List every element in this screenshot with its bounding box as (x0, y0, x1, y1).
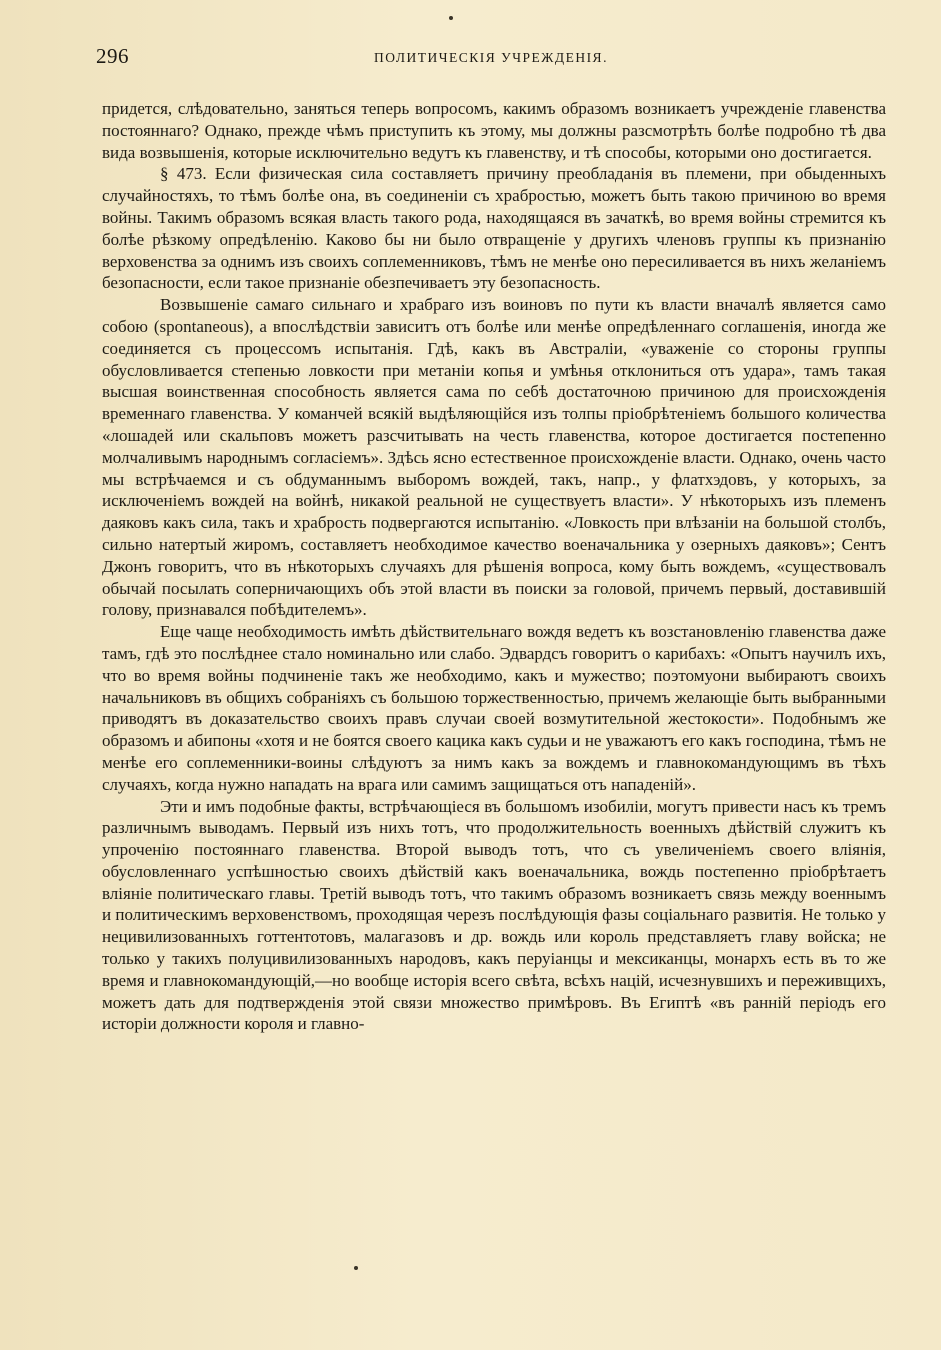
page-number: 296 (96, 44, 129, 68)
running-title: ПОЛИТИЧЕСКІЯ УЧРЕЖДЕНІЯ. (374, 50, 608, 65)
paragraph: Эти и имъ подобные факты, встрѣчающіеся въ большомъ изобиліи, могутъ привести насъ къ тремъ различнымъ выводамъ. Первый изъ нихъ тотъ, что продолжительность военныхъ дѣйствій служитъ къ упроченію постояннаго главенства. Второй выводъ тотъ, что съ увеличеніемъ своего вліянія, обусловленнаго успѣшностью своихъ дѣйствій какъ военачальника, вождь постепенно пріобрѣтаетъ вліяніе политическаго главы. Третій выводъ тотъ, что такимъ образомъ возникаетъ связь между военнымъ и политическимъ верховенствомъ, проходящая черезъ послѣдующія фазы соціальнаго развитія. Не только у нецивилизованныхъ готтентотовъ, малагазовъ и др. вождь или король представляетъ главу войска; не только у такихъ полуцивилизованныхъ народовъ, какъ перуіанцы и мексиканцы, монархъ есть въ то же время и главнокомандующій,—но вообще исторія всего свѣта, всѣхъ націй, исчезнувшихъ и переживщихъ, можетъ дать для подтвержденія этой связи множество примѣровъ. Въ Египтѣ «въ ранній періодъ его исторіи должности короля и главно- (102, 796, 886, 1034)
paragraph: Возвышеніе самаго сильнаго и храбраго изъ воиновъ по пути къ власти вначалѣ является само собою (spontaneous), а впослѣдствіи зависитъ отъ болѣе или менѣе опредѣленнаго соглашенія, иногда же соединяется съ процессомъ испытанія. Гдѣ, какъ въ Австраліи, «уваженіе со стороны группы обусловливается степенью ловкости при метаніи копья и умѣнья отклониться отъ удара», тамъ такая высшая воинственная способность является сама по себѣ достаточною причиною для происхожденія временнаго главенства. У команчей всякій выдѣляющійся изъ толпы пріобрѣтеніемъ большого количества «лошадей или скальповъ можетъ разсчитывать на честь главенства, которое достигается постепенно молчаливымъ народнымъ согласіемъ». Здѣсь ясно естественное происхожденіе власти. Однако, очень часто мы встрѣчаемся и съ обдуманнымъ выборомъ вождей, такъ, напр., у флатхэдовъ, у которыхъ, за исключеніемъ вождей на войнѣ, никакой реальной не существуетъ власти». У нѣкоторыхъ изъ племенъ даяковъ какъ сила, такъ и храбрость подвергаются испытанію. «Ловкость при влѣзаніи на большой столбъ, сильно натертый жиромъ, составляетъ необходимое качество военачальника у озерныхъ даяковъ»; Сентъ Джонъ говоритъ, что въ нѣкоторыхъ случаяхъ для рѣшенія вопроса, кому быть вождемъ, «существовалъ обычай посылать соперничающихъ объ этой власти въ поиски за головой, причемъ первый, доставившій голову, признавался побѣдителемъ». (102, 295, 886, 620)
body-text (102, 98, 886, 1035)
page-header (96, 44, 886, 74)
paragraph: Еще чаще необходимость имѣть дѣйствительнаго вождя ведетъ къ возстановленію главенства даже тамъ, гдѣ это послѣднее стало номинально или слабо. Эдвардсъ говоритъ о карибахъ: «Опытъ научилъ ихъ, что во время войны подчиненіе такъ же необходимо, какъ и мужество; поэтомуони выбираютъ своихъ начальниковъ въ общихъ собраніяхъ съ большою торжественностью, причемъ желающіе быть выбранными приводятъ въ доказательство своихъ правъ случаи своей возмутительной жестокости». Подобнымъ же образомъ и абипоны «хотя и не боятся своего кацика какъ судьи и не уважаютъ его какъ господина, тѣмъ не менѣе его соплеменники-воины слѣдуютъ за нимъ какъ за вождемъ и главнокомандующимъ въ тѣхъ случаяхъ, когда нужно нападать на врага или самимъ защищаться отъ нападеній». (102, 622, 886, 794)
page-speck-bottom (354, 1266, 358, 1270)
paragraph-continuation: придется, слѣдовательно, заняться теперь вопросомъ, какимъ образомъ возникаетъ учрежденіе главенства постояннаго? Однако, прежде чѣмъ приступить къ этому, мы должны разсмотрѣть болѣе подробно тѣ два вида возвышенія, которые исключительно ведутъ къ главенству, и тѣ способы, которыми оно достигается. (102, 99, 886, 162)
paragraph-section-473: § 473. Если физическая сила составляетъ причину преобладанія въ племени, при обыденныхъ случайностяхъ, то тѣмъ болѣе она, въ соединеніи съ храбростью, можетъ быть такою причиною во время войны. Такимъ образомъ всякая власть такого рода, находящаяся въ зачаткѣ, во время войны стремится къ болѣе рѣзкому опредѣленію. Каково бы ни было отвращеніе у другихъ членовъ группы къ признанію верховенства за однимъ изъ своихъ соплеменниковъ, тѣмъ не менѣе оно пересиливается въ нихъ желаніемъ безопасности, если такое признаніе обезпечиваетъ эту безопасность. (102, 164, 886, 293)
page-speck-top (449, 16, 453, 20)
